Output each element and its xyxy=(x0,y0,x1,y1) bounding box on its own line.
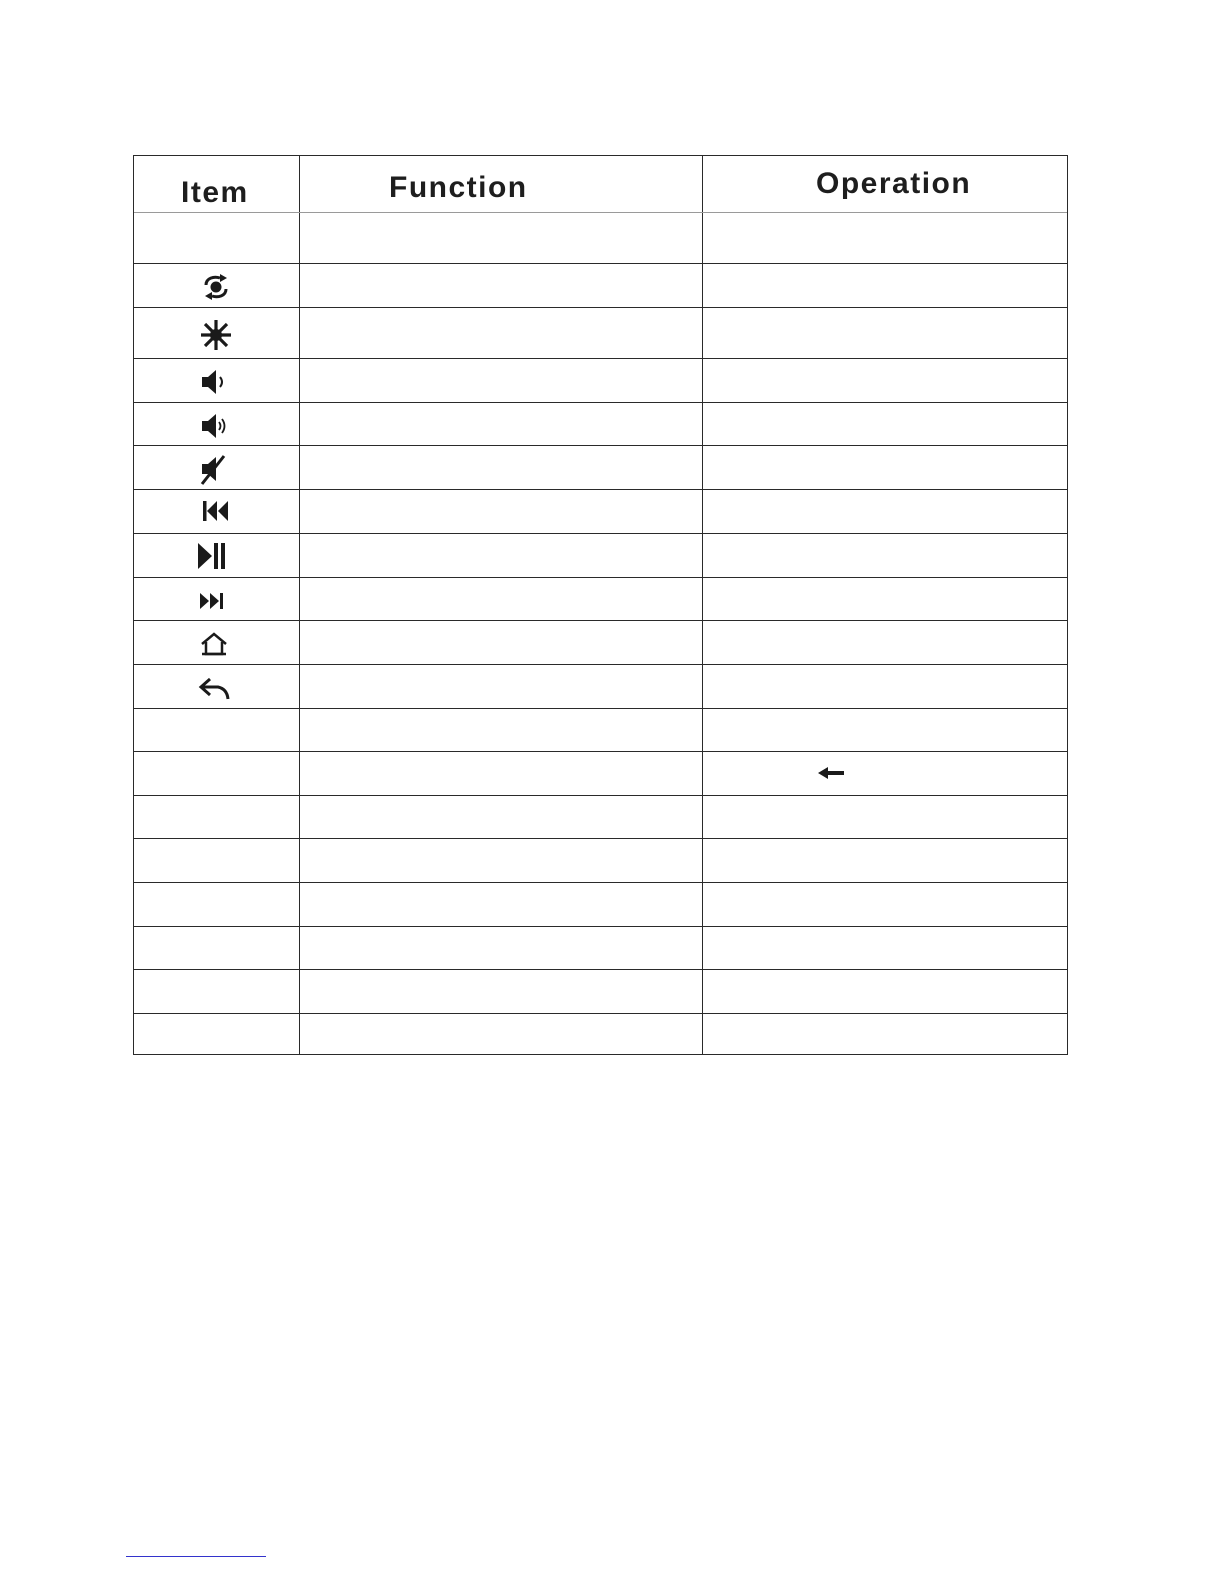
row-divider xyxy=(134,620,1067,621)
left-arrow-icon xyxy=(816,766,846,780)
source-switch-icon xyxy=(196,270,236,304)
function-table xyxy=(133,155,1068,1055)
footer-link-underline xyxy=(126,1556,266,1557)
mute-icon xyxy=(196,452,236,486)
row-divider xyxy=(134,212,1067,213)
next-track-icon xyxy=(196,584,236,618)
column-divider xyxy=(702,156,703,1054)
row-divider xyxy=(134,263,1067,264)
row-divider xyxy=(134,926,1067,927)
header-function: Function xyxy=(389,171,528,204)
back-icon xyxy=(196,671,236,705)
row-divider xyxy=(134,489,1067,490)
row-divider xyxy=(134,402,1067,403)
home-icon xyxy=(196,627,236,661)
row-divider xyxy=(134,358,1067,359)
header-operation: Operation xyxy=(816,167,972,200)
row-divider xyxy=(134,307,1067,308)
brightness-icon xyxy=(196,318,236,352)
row-divider xyxy=(134,969,1067,970)
row-divider xyxy=(134,751,1067,752)
row-divider xyxy=(134,882,1067,883)
volume-up-icon xyxy=(196,409,236,443)
row-divider xyxy=(134,1013,1067,1014)
play-pause-icon xyxy=(196,539,236,573)
volume-down-icon xyxy=(196,365,236,399)
row-divider xyxy=(134,664,1067,665)
previous-track-icon xyxy=(196,494,236,528)
row-divider xyxy=(134,795,1067,796)
row-divider xyxy=(134,708,1067,709)
column-divider xyxy=(299,156,300,1054)
row-divider xyxy=(134,838,1067,839)
row-divider xyxy=(134,533,1067,534)
row-divider xyxy=(134,445,1067,446)
row-divider xyxy=(134,577,1067,578)
header-item: Item xyxy=(181,176,249,209)
